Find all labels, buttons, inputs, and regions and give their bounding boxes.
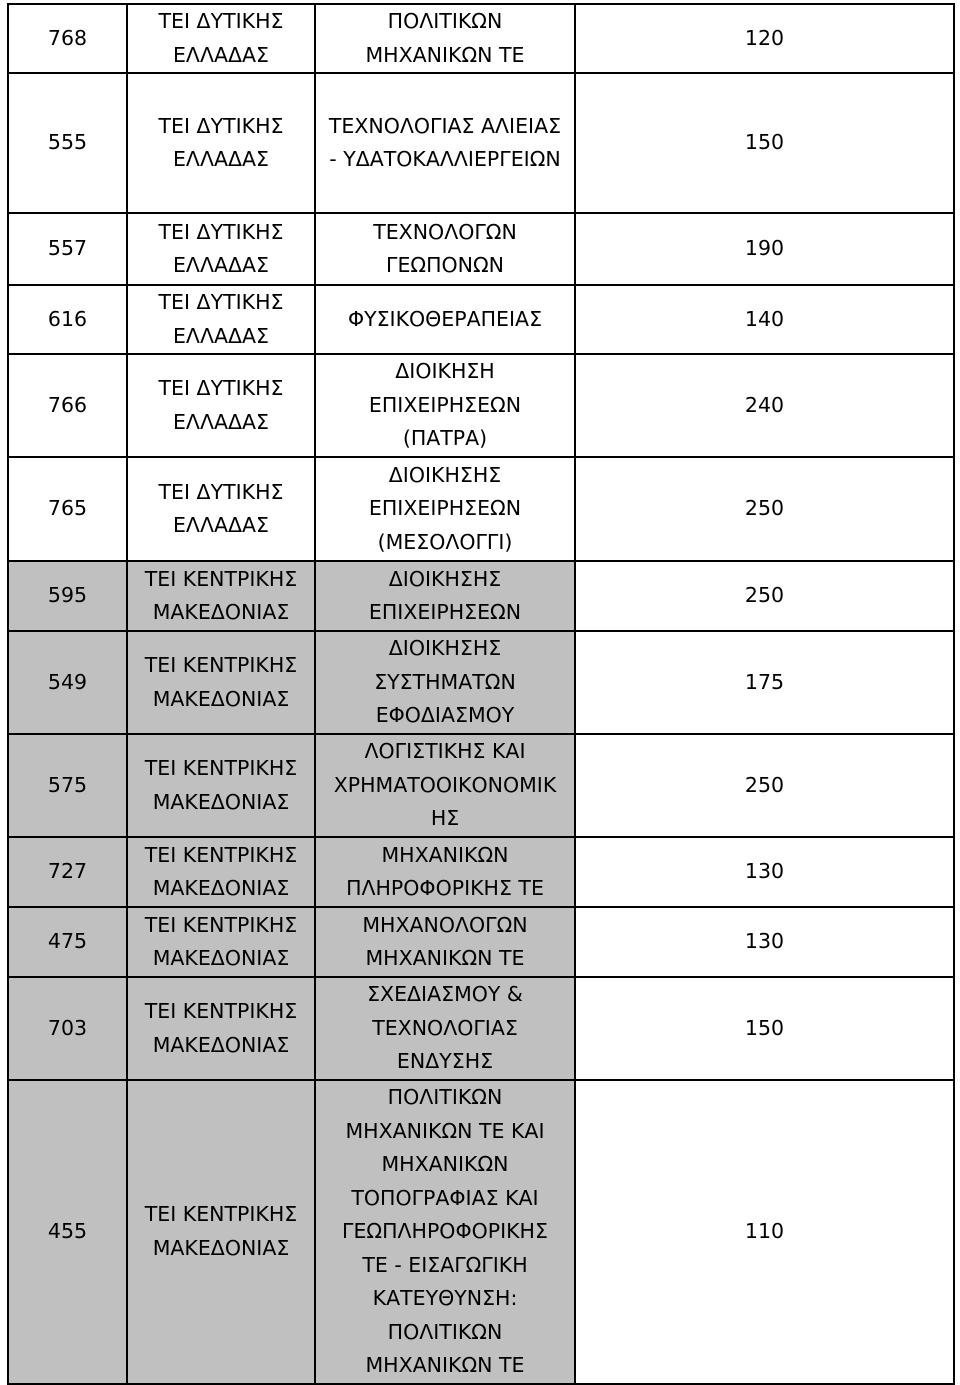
department-name-cell: ΣΧΕΔΙΑΣΜΟΥ & ΤΕΧΝΟΛΟΓΙΑΣ ΕΝΔΥΣΗΣ (315, 977, 575, 1080)
department-name-cell: ΤΕΧΝΟΛΟΓΩΝ ΓΕΩΠΟΝΩΝ (315, 213, 575, 285)
table-row (8, 631, 954, 734)
table-row (8, 285, 954, 354)
department-code-cell: 765 (8, 457, 127, 561)
institution-cell: ΤΕΙ ΚΕΝΤΡΙΚΗΣ ΜΑΚΕΔΟΝΙΑΣ (127, 734, 315, 837)
institution-cell: ΤΕΙ ΔΥΤΙΚΗΣ ΕΛΛΑΔΑΣ (127, 213, 315, 285)
table-row (8, 213, 954, 285)
department-code-cell: 549 (8, 631, 127, 734)
department-code-cell: 616 (8, 285, 127, 354)
department-code-cell: 455 (8, 1080, 127, 1384)
seats-cell: 130 (575, 907, 954, 977)
department-name-cell: ΛΟΓΙΣΤΙΚΗΣ ΚΑΙ ΧΡΗΜΑΤΟΟΙΚΟΝΟΜΙΚ ΗΣ (315, 734, 575, 837)
seats-cell: 250 (575, 561, 954, 631)
seats-cell: 190 (575, 213, 954, 285)
institution-cell: ΤΕΙ ΔΥΤΙΚΗΣ ΕΛΛΑΔΑΣ (127, 4, 315, 73)
table-row (8, 457, 954, 561)
seats-cell: 150 (575, 73, 954, 213)
seats-cell: 240 (575, 354, 954, 457)
department-name-cell: ΜΗΧΑΝΟΛΟΓΩΝ ΜΗΧΑΝΙΚΩΝ ΤΕ (315, 907, 575, 977)
institution-cell: ΤΕΙ ΔΥΤΙΚΗΣ ΕΛΛΑΔΑΣ (127, 73, 315, 213)
department-code-cell: 766 (8, 354, 127, 457)
seats-cell: 150 (575, 977, 954, 1080)
department-name-cell: ΔΙΟΙΚΗΣΗΣ ΕΠΙΧΕΙΡΗΣΕΩΝ (315, 561, 575, 631)
table-row (8, 561, 954, 631)
department-name-cell: ΔΙΟΙΚΗΣΗΣ ΕΠΙΧΕΙΡΗΣΕΩΝ (ΜΕΣΟΛΟΓΓΙ) (315, 457, 575, 561)
department-name-cell: ΠΟΛΙΤΙΚΩΝ ΜΗΧΑΝΙΚΩΝ ΤΕ (315, 4, 575, 73)
department-name-cell: ΦΥΣΙΚΟΘΕΡΑΠΕΙΑΣ (315, 285, 575, 354)
table-row (8, 837, 954, 907)
seats-cell: 250 (575, 457, 954, 561)
seats-cell: 140 (575, 285, 954, 354)
institution-cell: ΤΕΙ ΚΕΝΤΡΙΚΗΣ ΜΑΚΕΔΟΝΙΑΣ (127, 837, 315, 907)
institution-cell: ΤΕΙ ΔΥΤΙΚΗΣ ΕΛΛΑΔΑΣ (127, 285, 315, 354)
table-row (8, 73, 954, 213)
department-name-cell: ΔΙΟΙΚΗΣΗΣ ΣΥΣΤΗΜΑΤΩΝ ΕΦΟΔΙΑΣΜΟΥ (315, 631, 575, 734)
seats-cell: 120 (575, 4, 954, 73)
department-name-cell: ΤΕΧΝΟΛΟΓΙΑΣ ΑΛΙΕΙΑΣ - ΥΔΑΤΟΚΑΛΛΙΕΡΓΕΙΩΝ (315, 73, 575, 213)
institution-cell: ΤΕΙ ΚΕΝΤΡΙΚΗΣ ΜΑΚΕΔΟΝΙΑΣ (127, 1080, 315, 1384)
table-row (8, 1080, 954, 1384)
department-code-cell: 727 (8, 837, 127, 907)
seats-cell: 250 (575, 734, 954, 837)
department-code-cell: 475 (8, 907, 127, 977)
seats-cell: 110 (575, 1080, 954, 1384)
table-row (8, 907, 954, 977)
table-row (8, 4, 954, 73)
department-name-cell: ΔΙΟΙΚΗΣΗ ΕΠΙΧΕΙΡΗΣΕΩΝ (ΠΑΤΡΑ) (315, 354, 575, 457)
table-body (8, 4, 954, 1384)
institution-cell: ΤΕΙ ΚΕΝΤΡΙΚΗΣ ΜΑΚΕΔΟΝΙΑΣ (127, 631, 315, 734)
seats-cell: 175 (575, 631, 954, 734)
department-name-cell: ΠΟΛΙΤΙΚΩΝ ΜΗΧΑΝΙΚΩΝ ΤΕ ΚΑΙ ΜΗΧΑΝΙΚΩΝ ΤΟΠΟΓΡΑΦΙΑΣ ΚΑΙ ΓΕΩΠΛΗΡΟΦΟΡΙΚΗΣ ΤΕ - ΕΙΣΑΓΩΓΙΚΗ ΚΑΤΕΥΘΥΝΣΗ: ΠΟΛΙΤΙΚΩΝ ΜΗΧΑΝΙΚΩΝ ΤΕ (315, 1080, 575, 1384)
department-code-cell: 768 (8, 4, 127, 73)
admissions-table (7, 3, 955, 1385)
department-code-cell: 555 (8, 73, 127, 213)
department-code-cell: 703 (8, 977, 127, 1080)
institution-cell: ΤΕΙ ΔΥΤΙΚΗΣ ΕΛΛΑΔΑΣ (127, 457, 315, 561)
department-name-cell: ΜΗΧΑΝΙΚΩΝ ΠΛΗΡΟΦΟΡΙΚΗΣ ΤΕ (315, 837, 575, 907)
department-code-cell: 557 (8, 213, 127, 285)
table-row (8, 977, 954, 1080)
institution-cell: ΤΕΙ ΚΕΝΤΡΙΚΗΣ ΜΑΚΕΔΟΝΙΑΣ (127, 907, 315, 977)
institution-cell: ΤΕΙ ΚΕΝΤΡΙΚΗΣ ΜΑΚΕΔΟΝΙΑΣ (127, 561, 315, 631)
seats-cell: 130 (575, 837, 954, 907)
table-row (8, 734, 954, 837)
institution-cell: ΤΕΙ ΚΕΝΤΡΙΚΗΣ ΜΑΚΕΔΟΝΙΑΣ (127, 977, 315, 1080)
table-row (8, 354, 954, 457)
institution-cell: ΤΕΙ ΔΥΤΙΚΗΣ ΕΛΛΑΔΑΣ (127, 354, 315, 457)
department-code-cell: 575 (8, 734, 127, 837)
department-code-cell: 595 (8, 561, 127, 631)
